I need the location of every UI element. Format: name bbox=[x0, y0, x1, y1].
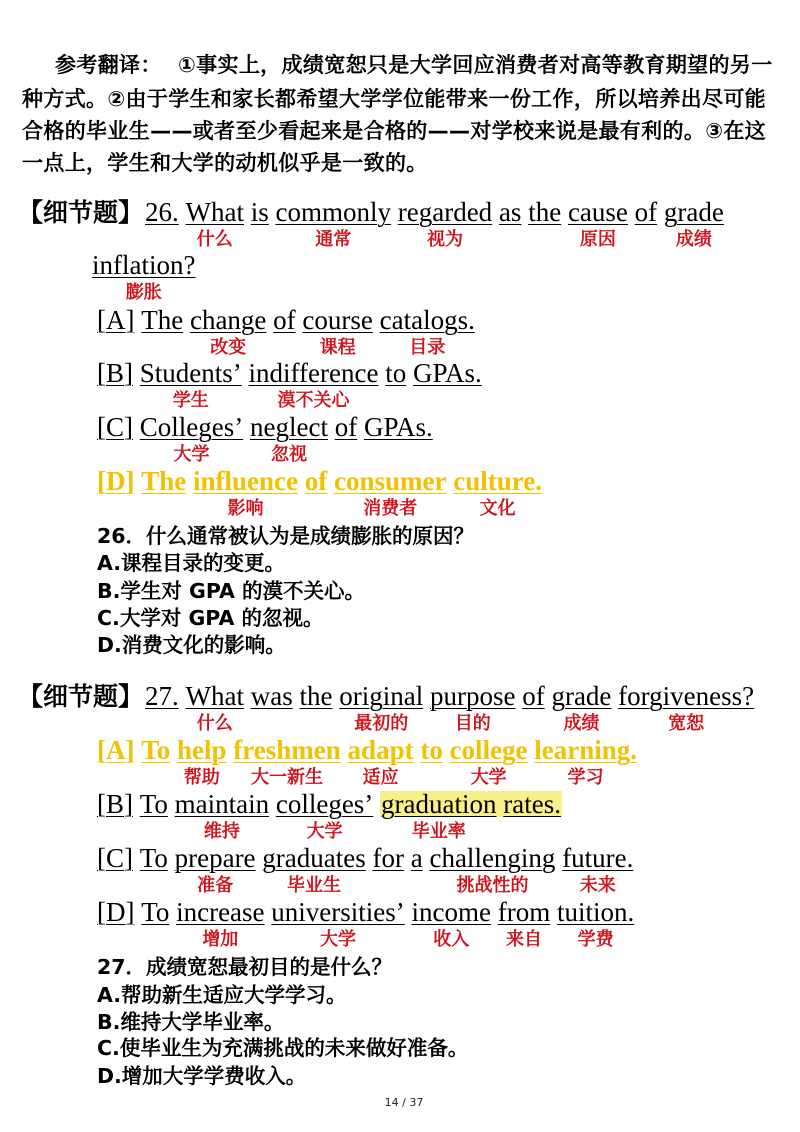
q27-option-c-word bbox=[373, 843, 404, 873]
q26-option-b-word-text: to bbox=[385, 358, 407, 388]
q26-stem-word bbox=[397, 197, 493, 250]
q26-stem-word bbox=[251, 197, 269, 227]
q26-option-c-word bbox=[97, 412, 133, 442]
q26-option-c-word bbox=[364, 412, 433, 442]
q27-option-a-word bbox=[449, 735, 528, 788]
q26-stem-word-text: grade bbox=[663, 197, 724, 227]
q27-cn-option-c: C.使毕业生为充满挑战的未来做好准备。 bbox=[97, 1036, 469, 1060]
q27-option-b-gloss: 维持 bbox=[203, 821, 240, 842]
q27-option-b-word bbox=[97, 789, 133, 819]
page-indicator: 14 / 37 bbox=[384, 1096, 424, 1109]
q27-option-b-word-text: maintain bbox=[174, 789, 270, 819]
q27-option-a-word-text: to bbox=[420, 735, 443, 765]
q26-option-d-word bbox=[141, 466, 186, 496]
q26-option-b-word bbox=[413, 358, 482, 388]
q26-stem-gloss: 原因 bbox=[579, 229, 616, 250]
q27-stem-word-text: original bbox=[339, 681, 424, 711]
q26-stem-word bbox=[635, 197, 658, 227]
q26-option-a-word bbox=[379, 305, 475, 358]
q27-option-a-word-text: help bbox=[177, 735, 227, 765]
q27-stem-word-text: was bbox=[250, 681, 293, 711]
q27-option-d-gloss: 收入 bbox=[433, 929, 470, 950]
q27-option-d-word-text: increase bbox=[176, 897, 265, 927]
q26-option-d-word-text: consumer bbox=[334, 466, 447, 496]
q27-option-b-word-text: [B] bbox=[97, 789, 133, 819]
q26-stem-word bbox=[92, 250, 196, 303]
q27-option-a-word-text: college bbox=[449, 735, 528, 765]
q26-option-d-word bbox=[453, 466, 542, 519]
q27-option-c-word bbox=[174, 843, 256, 896]
q27-option-d-word bbox=[97, 897, 134, 927]
q27-option-a-word bbox=[347, 735, 414, 788]
q26-option-d-gloss: 文化 bbox=[479, 498, 516, 519]
q26-option-c-word bbox=[249, 412, 328, 465]
q27-option-a-word-text: To bbox=[141, 735, 171, 765]
q27-option-c-word bbox=[429, 843, 556, 896]
question-type-tag: 【细节题】 bbox=[18, 682, 144, 711]
q26-option-c bbox=[97, 412, 433, 465]
q26-option-a-word bbox=[141, 305, 183, 335]
q26-option-d-word bbox=[193, 466, 298, 519]
q27-stem-word-text: the bbox=[299, 681, 333, 711]
q26-stem-word bbox=[499, 197, 522, 227]
q27-option-a-word bbox=[420, 735, 443, 765]
q26-option-c-word-text: of bbox=[334, 412, 358, 442]
q27-option-c-word bbox=[262, 843, 366, 896]
q27-option-b-word-text: colleges’ bbox=[275, 789, 374, 819]
translation-line: ①事实上，成绩宽恕只是大学回应消费者对高等教育期望的另一 bbox=[178, 53, 773, 77]
question-type-tag: 【细节题】 bbox=[18, 198, 144, 227]
q26-option-b-gloss: 漠不关心 bbox=[277, 390, 350, 411]
q27-stem-word bbox=[339, 681, 424, 734]
q27-stem-word bbox=[522, 681, 545, 711]
q27-stem-gloss: 目的 bbox=[454, 713, 491, 734]
q26-stem-word-text: the bbox=[528, 197, 562, 227]
q27-stem-gloss: 什么 bbox=[196, 713, 233, 734]
q26-option-a-gloss: 目录 bbox=[409, 337, 446, 358]
q26-option-d-word bbox=[97, 466, 134, 496]
q26-option-d-word-text: of bbox=[304, 466, 328, 496]
q27-cn-option-a: A.帮助新生适应大学学习。 bbox=[97, 983, 347, 1007]
q27-option-b-highlight bbox=[380, 789, 562, 842]
q26-option-c-word-text: [C] bbox=[97, 412, 133, 442]
q26-option-a-word-text: course bbox=[302, 305, 373, 335]
q26-option-b-word bbox=[139, 358, 242, 411]
q27-option-d-word bbox=[176, 897, 265, 950]
q27-option-b-gloss: 毕业率 bbox=[411, 821, 466, 842]
q27-stem-word bbox=[251, 681, 293, 711]
q27-option-b-word bbox=[381, 789, 497, 842]
q27-option-a-word bbox=[141, 735, 170, 765]
q26-option-b-word-text: GPAs. bbox=[412, 358, 482, 388]
q27-option-a-gloss: 适应 bbox=[362, 767, 399, 788]
q26-stem-gloss: 膨胀 bbox=[125, 282, 162, 303]
q26-cn-option-a: A.课程目录的变更。 bbox=[97, 551, 286, 575]
q27-option-d-word bbox=[141, 897, 169, 927]
q27-option-d-word bbox=[556, 897, 635, 950]
q26-option-a-word bbox=[97, 305, 134, 335]
q26-option-d-word bbox=[305, 466, 328, 496]
q26-stem-line-2 bbox=[92, 250, 196, 303]
q26-stem-word-text: 26. bbox=[145, 197, 179, 227]
q26-option-d-word-text: influence bbox=[193, 466, 298, 496]
q27-option-d-word bbox=[411, 897, 491, 950]
q27-stem-word bbox=[185, 681, 244, 734]
translation-line: 种方式。②由于学生和家长都希望大学学位能带来一份工作，所以培养出尽可能 bbox=[22, 87, 767, 111]
q27-option-a bbox=[97, 735, 638, 788]
q26-option-a-word-text: The bbox=[141, 305, 184, 335]
q26-option-b-word bbox=[248, 358, 379, 411]
q26-option-b-word-text: indifference bbox=[248, 358, 379, 388]
q27-option-c-gloss: 挑战性的 bbox=[456, 875, 529, 896]
q27-option-b-word-text: To bbox=[139, 789, 168, 819]
q27-option-a-word bbox=[177, 735, 227, 788]
q27-option-d-gloss: 来自 bbox=[505, 929, 542, 950]
q26-cn-question: 26．什么通常被认为是成绩膨胀的原因？ bbox=[97, 524, 475, 548]
q26-stem-line-1 bbox=[18, 197, 724, 250]
q26-stem-word-text: as bbox=[498, 197, 522, 227]
q26-stem-word-text: of bbox=[634, 197, 658, 227]
q27-option-c-word-text: future. bbox=[562, 843, 634, 873]
q27-option-c-gloss: 毕业生 bbox=[287, 875, 342, 896]
q26-option-a-word bbox=[189, 305, 267, 358]
q26-option-c-word bbox=[139, 412, 244, 465]
q27-option-c-word-text: challenging bbox=[429, 843, 556, 873]
q26-option-a-word-text: catalogs. bbox=[379, 305, 475, 335]
translation-line: 合格的毕业生——或者至少看起来是合格的——对学校来说是最有利的。③在这 bbox=[22, 119, 767, 143]
q26-cn-option-c: C.大学对 GPA 的忽视。 bbox=[97, 606, 324, 630]
q27-option-c-word-text: prepare bbox=[174, 843, 256, 873]
q27-stem-word bbox=[551, 681, 612, 734]
q27-option-a-gloss: 学习 bbox=[567, 767, 604, 788]
q26-option-d-gloss: 影响 bbox=[227, 498, 264, 519]
q27-stem-words bbox=[145, 681, 755, 734]
q26-option-b-gloss: 学生 bbox=[172, 390, 209, 411]
q26-stem-word bbox=[528, 197, 561, 227]
q27-option-d-word bbox=[497, 897, 551, 950]
q27-option-a-gloss: 大学 bbox=[470, 767, 507, 788]
q26-cn-option-b: B.学生对 GPA 的漠不关心。 bbox=[97, 579, 366, 603]
q26-cn-option-d: D.消费文化的影响。 bbox=[97, 633, 286, 657]
q26-option-b-word-text: [B] bbox=[97, 358, 133, 388]
q27-option-d-gloss: 增加 bbox=[202, 929, 239, 950]
q26-stem-word bbox=[663, 197, 724, 250]
q27-option-b-word bbox=[503, 791, 561, 817]
q27-option-d-gloss: 大学 bbox=[320, 929, 357, 950]
q27-cn-option-b: B.维持大学毕业率。 bbox=[97, 1010, 285, 1034]
q27-option-a-word-text: [A] bbox=[97, 735, 135, 765]
q26-option-a-word-text: [A] bbox=[97, 305, 135, 335]
q26-option-a bbox=[97, 305, 475, 358]
q26-option-c-gloss: 忽视 bbox=[270, 444, 307, 465]
q27-stem-word bbox=[429, 681, 516, 734]
q27-option-b-word bbox=[174, 789, 270, 842]
q27-stem-gloss: 成绩 bbox=[563, 713, 600, 734]
q26-option-b-word-text: Students’ bbox=[139, 358, 242, 388]
q26-stem-words bbox=[145, 197, 724, 250]
q27-stem-word-text: 27. bbox=[145, 681, 179, 711]
q26-option-d bbox=[97, 466, 542, 519]
q26-option-a-word bbox=[302, 305, 373, 358]
q27-stem-line-1 bbox=[18, 681, 755, 734]
q26-stem-word-text: is bbox=[250, 197, 269, 227]
q27-cn-question: 27．成绩宽恕最初目的是什么？ bbox=[97, 955, 393, 979]
q27-option-c-word-text: graduates bbox=[262, 843, 366, 873]
q26-option-d-word-text: [D] bbox=[97, 466, 135, 496]
q27-stem-word-text: grade bbox=[551, 681, 612, 711]
q27-option-d-gloss: 学费 bbox=[577, 929, 614, 950]
q26-option-d-word-text: culture. bbox=[453, 466, 542, 496]
q27-option-b-gloss: 大学 bbox=[306, 821, 343, 842]
q27-stem-word-text: of bbox=[522, 681, 545, 711]
q27-option-c-word-text: for bbox=[372, 843, 404, 873]
q26-option-c-word-text: GPAs. bbox=[363, 412, 433, 442]
q27-stem-word-text: What bbox=[185, 681, 244, 711]
q27-option-d bbox=[97, 897, 635, 950]
q27-option-c-gloss: 准备 bbox=[197, 875, 234, 896]
q27-option-c-word bbox=[411, 843, 423, 873]
q27-option-b-word-text: rates. bbox=[503, 789, 561, 819]
q27-option-a-word bbox=[534, 735, 638, 788]
q27-option-b bbox=[97, 789, 562, 842]
q27-option-d-word bbox=[271, 897, 405, 950]
q26-stem-word bbox=[145, 197, 179, 227]
q27-option-a-gloss: 帮助 bbox=[183, 767, 220, 788]
q27-option-c-word bbox=[140, 843, 168, 873]
q26-stem-word bbox=[567, 197, 628, 250]
q27-option-d-word-text: [D] bbox=[97, 897, 135, 927]
q26-option-c-word-text: neglect bbox=[249, 412, 328, 442]
q27-option-a-word bbox=[97, 735, 134, 765]
q27-option-c-word-text: [C] bbox=[97, 843, 133, 873]
q27-option-a-gloss: 大一新生 bbox=[251, 767, 324, 788]
q26-option-d-word-text: The bbox=[141, 466, 187, 496]
q27-option-d-word-text: tuition. bbox=[556, 897, 635, 927]
q27-option-c-word bbox=[97, 843, 133, 873]
q26-stem-word-text: regarded bbox=[397, 197, 493, 227]
q27-option-c-gloss: 未来 bbox=[579, 875, 616, 896]
q27-option-b-word-text: graduation bbox=[381, 789, 497, 819]
q27-stem-word-text: purpose bbox=[429, 681, 516, 711]
q27-stem-word bbox=[299, 681, 332, 711]
q27-stem-word bbox=[618, 681, 755, 734]
q26-option-a-word-text: of bbox=[273, 305, 296, 335]
q27-option-b-word bbox=[140, 789, 168, 819]
q26-stem-word bbox=[275, 197, 392, 250]
q26-stem-gloss: 视为 bbox=[426, 229, 463, 250]
q26-stem-word-text: inflation? bbox=[92, 250, 196, 280]
q26-option-a-word-text: change bbox=[189, 305, 267, 335]
q26-option-b-word bbox=[385, 358, 406, 388]
q27-option-d-word-text: To bbox=[141, 897, 170, 927]
q26-option-b-word bbox=[97, 358, 133, 388]
q26-option-a-word bbox=[273, 305, 296, 335]
q26-option-a-gloss: 改变 bbox=[210, 337, 247, 358]
q27-cn-option-d: D.增加大学学费收入。 bbox=[97, 1064, 307, 1088]
q27-stem-gloss: 宽恕 bbox=[668, 713, 705, 734]
q26-option-a-gloss: 课程 bbox=[319, 337, 356, 358]
q27-option-d-word-text: from bbox=[497, 897, 551, 927]
q26-stem-gloss: 什么 bbox=[196, 229, 233, 250]
q26-option-c-word-text: Colleges’ bbox=[139, 412, 244, 442]
q27-stem-gloss: 最初的 bbox=[354, 713, 409, 734]
q27-option-b-word bbox=[275, 789, 374, 842]
q26-stem-word-text: cause bbox=[567, 197, 628, 227]
q26-option-c-gloss: 大学 bbox=[173, 444, 210, 465]
q27-option-d-word-text: income bbox=[411, 897, 491, 927]
q26-option-b bbox=[97, 358, 482, 411]
q27-option-a-word-text: learning. bbox=[534, 735, 638, 765]
q27-option-d-word-text: universities’ bbox=[271, 897, 405, 927]
q26-option-d-word bbox=[334, 466, 447, 519]
translation-label: 参考翻译： bbox=[55, 53, 162, 77]
q27-option-c-word bbox=[562, 843, 634, 896]
q27-option-c bbox=[97, 843, 634, 896]
translation-line: 一点上，学生和大学的动机似乎是一致的。 bbox=[22, 151, 428, 175]
q27-option-a-word-text: adapt bbox=[347, 735, 414, 765]
q27-option-a-word bbox=[233, 735, 341, 788]
q27-stem-word bbox=[145, 681, 179, 711]
q27-stem-word-text: forgiveness? bbox=[618, 681, 755, 711]
q26-stem-word bbox=[185, 197, 244, 250]
q26-option-c-word bbox=[335, 412, 358, 442]
q26-stem-gloss: 成绩 bbox=[675, 229, 712, 250]
q26-stem-word-text: commonly bbox=[275, 197, 391, 227]
q26-stem-gloss: 通常 bbox=[315, 229, 352, 250]
q26-stem-word-text: What bbox=[185, 197, 244, 227]
q27-option-c-word-text: To bbox=[139, 843, 168, 873]
q26-option-d-gloss: 消费者 bbox=[363, 498, 418, 519]
q27-option-a-word-text: freshmen bbox=[233, 735, 341, 765]
q27-option-c-word-text: a bbox=[410, 843, 423, 873]
